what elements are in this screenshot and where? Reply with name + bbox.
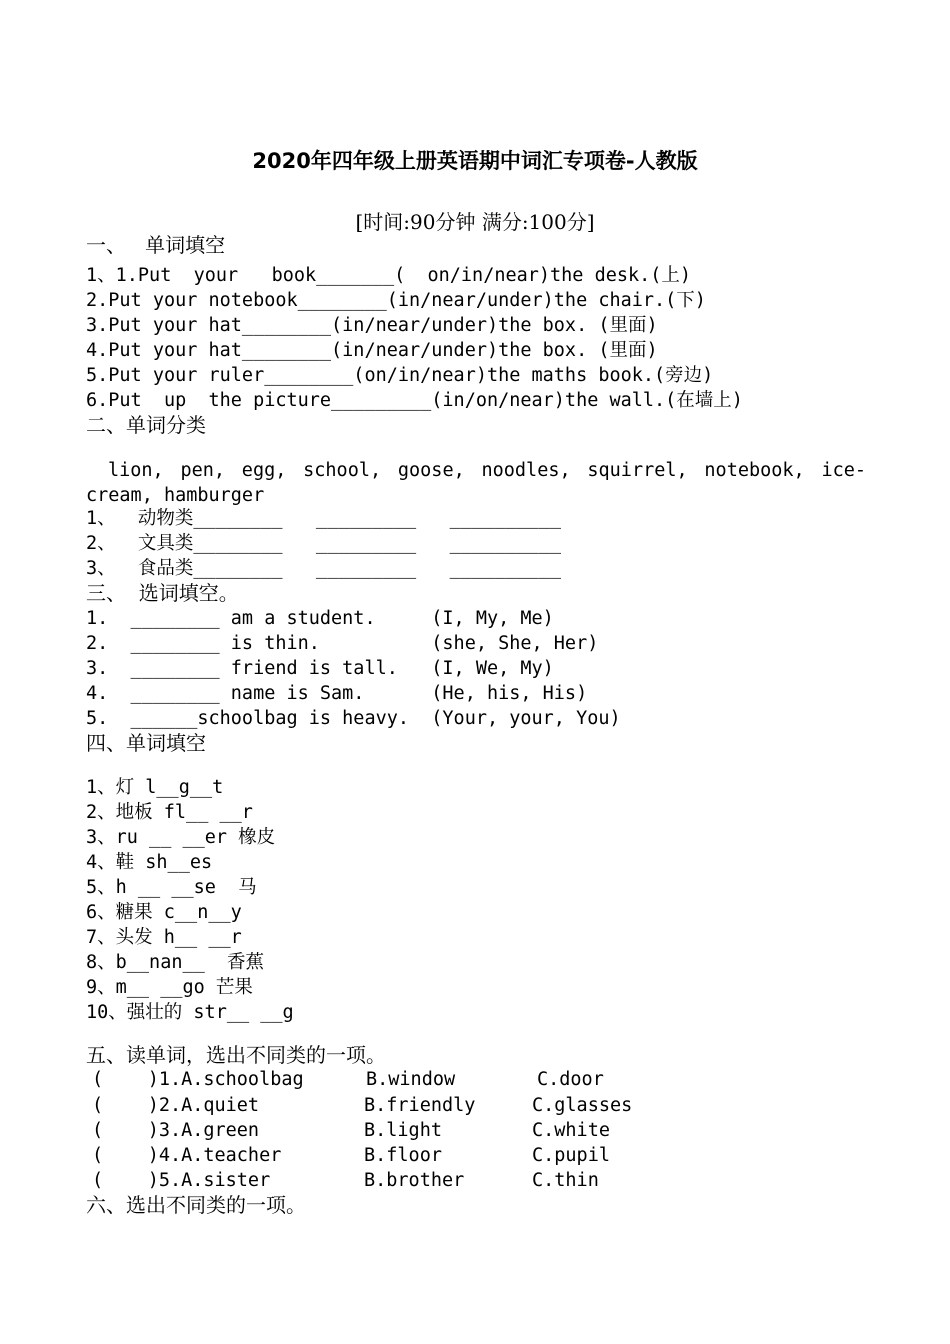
choice-option-b: B.floor	[364, 1145, 442, 1166]
choice-option-b: B.light	[364, 1120, 442, 1141]
choice-option-b: B.friendly	[364, 1095, 476, 1116]
question-line: 2. ________ is thin. (she, She, Her)	[86, 633, 599, 654]
exam-info: [时间:90分钟 满分:100分]	[355, 210, 595, 234]
spelling-item: 10、强壮的 str__ __g	[86, 1002, 294, 1023]
section-1-heading: 一、 单词填空	[86, 233, 226, 257]
choice-option-c: C.pupil	[532, 1145, 610, 1166]
choice-question: ( )3.A.green	[92, 1120, 260, 1141]
section-3-heading: 三、 选词填空。	[86, 581, 239, 605]
choice-question: ( )2.A.quiet	[92, 1095, 260, 1116]
choice-question: ( )5.A.sister	[92, 1170, 271, 1191]
spelling-item: 4、鞋 sh__es	[86, 852, 213, 873]
choice-question: ( )1.A.schoolbag	[92, 1069, 304, 1090]
question-line: 2.Put your notebook________(in/near/under)the chair.(下)	[86, 290, 706, 311]
question-line: 1. ________ am a student. (I, My, Me)	[86, 608, 554, 629]
choice-option-b: B.window	[366, 1069, 456, 1090]
question-line: 5. ______schoolbag is heavy. (Your, your, You)	[86, 708, 621, 729]
page-title: 2020年四年级上册英语期中词汇专项卷-人教版	[252, 149, 698, 173]
question-line: 3.Put your hat________(in/near/under)the box. (里面)	[86, 315, 658, 336]
choice-option-c: C.thin	[532, 1170, 599, 1191]
spelling-item: 2、地板 fl__ __r	[86, 802, 253, 823]
section-5-heading: 五、读单词，选出不同类的一项。	[86, 1043, 386, 1067]
category-line: 2、 文具类________ _________ __________	[86, 533, 561, 554]
spelling-item: 8、b__nan__ 香蕉	[86, 952, 265, 973]
choice-option-c: C.door	[537, 1069, 604, 1090]
choice-option-c: C.white	[532, 1120, 610, 1141]
spelling-item: 1、灯 l__g__t	[86, 777, 224, 798]
category-line: 1、 动物类________ _________ __________	[86, 508, 561, 529]
choice-option-b: B.brother	[364, 1170, 465, 1191]
question-line: 4.Put your hat________(in/near/under)the box. (里面)	[86, 340, 658, 361]
spelling-item: 7、头发 h__ __r	[86, 927, 242, 948]
spelling-item: 6、糖果 c__n__y	[86, 902, 242, 923]
section-2-heading: 二、单词分类	[86, 413, 206, 437]
section-6-heading: 六、选出不同类的一项。	[86, 1193, 306, 1217]
choice-option-c: C.glasses	[532, 1095, 633, 1116]
spelling-item: 9、m__ __go 芒果	[86, 977, 253, 998]
spelling-item: 3、ru __ __er 橡皮	[86, 827, 276, 848]
word-bank: lion, pen, egg, school, goose, noodles, squirrel, notebook, ice-cream, hamburger	[86, 460, 866, 506]
question-line: 4. ________ name is Sam. (He, his, His)	[86, 683, 588, 704]
section-4-heading: 四、单词填空	[86, 731, 206, 755]
spelling-item: 5、h __ __se 马	[86, 877, 257, 898]
question-line: 6.Put up the picture_________(in/on/near)the wall.(在墙上)	[86, 390, 743, 411]
category-line: 3、 食品类________ _________ __________	[86, 558, 561, 579]
question-line: 3. ________ friend is tall. (I, We, My)	[86, 658, 554, 679]
question-line: 1、1.Put your book_______( on/in/near)the desk.(上)	[86, 265, 692, 286]
question-line: 5.Put your ruler________(on/in/near)the maths book.(旁边)	[86, 365, 714, 386]
choice-question: ( )4.A.teacher	[92, 1145, 282, 1166]
